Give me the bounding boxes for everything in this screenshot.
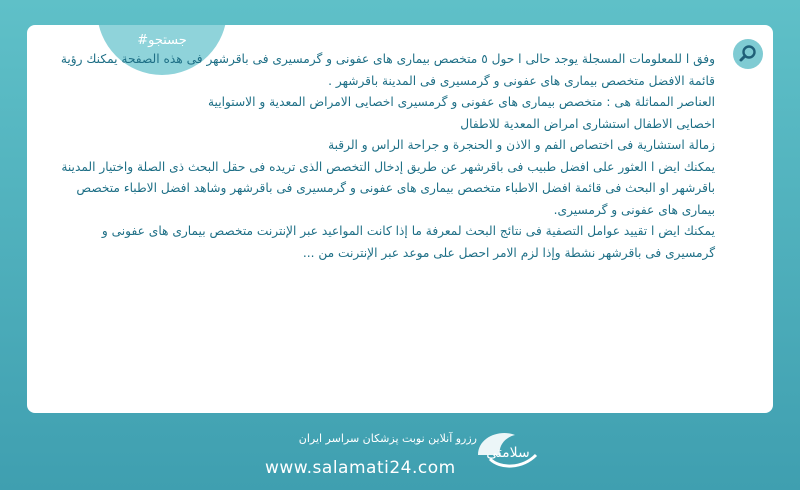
paragraph: زمالة استشارية فی اختصاص الفم و الاذن و الحنجرة و جراحة الراس و الرقبة (328, 138, 715, 152)
svg-text:سلامتی: سلامتی (486, 445, 530, 461)
paragraph: يمكنك ايض ا تقييد عوامل التصفية فی نتائج البحث لمعرفة ما إذا كانت المواعيد عبر الإنترنت متخصص بيماری های عفونی و گرمسيری فی باقرشهر نشطة وإذا لزم الامر احصل على موعد عبر الإنترنت من ... (101, 224, 715, 260)
search-icon (738, 44, 758, 64)
paragraph: العناصر المماثلة هی : متخصص بيماری های عفونی و گرمسيری اخصايی الامراض المعدية و الاستوايية (208, 95, 715, 109)
paragraph: يمكنك ايض ا العثور على افضل طبيب فی باقرشهر عن طريق إدخال التخصص الذی تريده فی حقل البحث ذی الصلة واختيار المدينة باقرشهر او البحث فی قائمة افضل الاطباء متخصص بيماری های عفونی و گرمسيری فی باقرشهر وشاهد افضل الاطباء متخصص بيماری های عفونی و گرمسيری. (61, 159, 715, 217)
salamati-logo-icon[interactable] (470, 425, 545, 480)
site-url-link[interactable]: www.salamati24.com (265, 458, 456, 478)
paragraph: وفق ا للمعلومات المسجلة يوجد حالی ا حول ٥ متخصص بيماری های عفونی و گرمسيری فی باقرشهر فی هذه الصفحة يمكنك رؤية قائمة الافضل متخصص بيماری های عفونی و گرمسيری فی المدينة باقرشهر . (60, 52, 715, 88)
content-card (27, 25, 773, 413)
description-text (57, 49, 715, 264)
tab-search-label: #جستجو (137, 33, 187, 48)
paragraph: اخصايی الاطفال استشاری امراض المعدية للاطفال (460, 116, 715, 131)
search-button[interactable] (733, 39, 763, 69)
footer-tagline: رزرو آنلاین نوبت پزشکان سراسر ایران (298, 432, 477, 445)
